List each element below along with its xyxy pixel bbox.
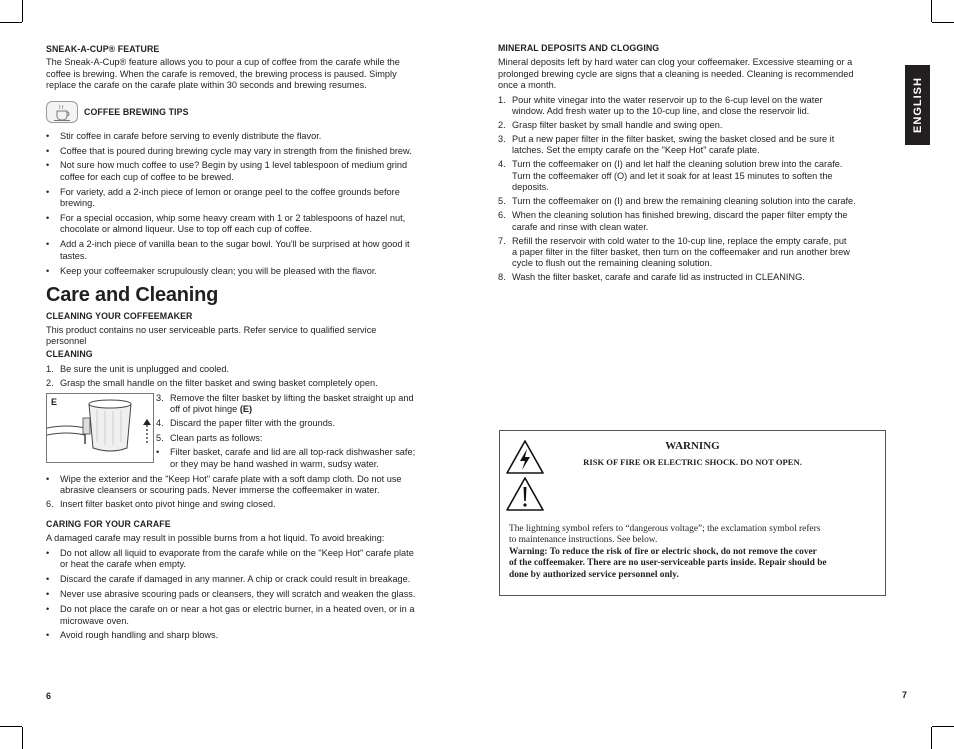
text-line: • Do not place the carafe on or near a hot gas or electric burner, in a heated oven, or in a	[60, 604, 415, 615]
text-line: The lightning symbol refers to “dangerous voltage”; the exclamation symbol refers	[509, 524, 821, 534]
cleaning-heading: CLEANING	[46, 349, 93, 360]
text-line: Grasp the small handle on the filter basket and swing basket completely open.	[60, 378, 378, 389]
text-line: Grasp filter basket by small handle and swing open.	[512, 120, 723, 131]
text-line: Warning: To reduce the risk of fire or electric shock, do not remove the cover	[509, 546, 817, 557]
list-item	[46, 239, 454, 262]
text-line: • Avoid rough handling and sharp blows.	[60, 630, 219, 641]
descaling-steps	[498, 95, 894, 284]
text-line: Remove the filter basket by lifting the basket straight up and	[170, 392, 414, 403]
figure-ref: (E)	[239, 403, 253, 414]
coffee-tips-header	[46, 107, 454, 123]
text-line: carafe and rinse with clean water.	[512, 221, 649, 232]
text-line: tastes.	[60, 250, 88, 261]
text-line: personnel	[46, 335, 87, 346]
list-item	[46, 131, 454, 142]
warning-title: WARNING	[665, 440, 720, 452]
carafe-heading: CARING FOR YOUR CARAFE	[46, 519, 171, 530]
text-line: Turn the coffeemaker on (I) and let half the cleaning solution brew into the carafe.	[512, 159, 843, 170]
list-item	[46, 630, 454, 641]
crop-mark	[22, 727, 23, 749]
step-number: 7.	[498, 235, 506, 246]
page-number-left: 6	[46, 691, 52, 701]
crop-mark	[0, 22, 22, 23]
list-item	[156, 393, 454, 416]
text-line: microwave oven.	[60, 615, 129, 626]
list-item	[46, 187, 454, 210]
cleaning-steps	[46, 364, 454, 390]
list-item	[156, 418, 454, 429]
text-line: • For variety, add a 2-inch piece of lemon or orange peel to the coffee grounds before	[60, 186, 400, 197]
text-line: Turn the coffeemaker on (I) and brew the remaining cleaning solution into the carafe.	[512, 196, 856, 207]
list-item	[156, 433, 454, 444]
list-item	[46, 146, 454, 157]
text-line: prolonged brewing cycle are signs that a cleaning is needed. Cleaning is recommended	[498, 68, 854, 79]
crop-mark	[931, 0, 932, 22]
text-line: Insert filter basket onto pivot hinge and swing closed.	[60, 498, 276, 509]
list-item	[498, 236, 894, 270]
list-item	[46, 160, 454, 183]
list-item	[156, 447, 454, 470]
crop-mark	[932, 22, 954, 23]
step-number: 2.	[498, 120, 506, 131]
text-line: • Stir coffee in carafe before serving to evenly distribute the flavor.	[60, 130, 322, 141]
text-line: Pour white vinegar into the water reservoir up to the 6-cup level on the water	[512, 94, 823, 105]
list-item	[498, 196, 894, 207]
text-line: or they may be hand washed in warm, sudsy water.	[170, 458, 379, 469]
text-span: off of pivot hinge	[170, 403, 240, 414]
text-line: abrasive cleansers or scouring pads. Never immerse the coffeemaker in water.	[60, 485, 380, 496]
list-item	[498, 210, 894, 233]
text-line: to maintenance instructions. See below.	[509, 535, 658, 546]
text-line: Clean parts as follows:	[170, 432, 263, 443]
figure-steps	[156, 393, 454, 470]
mineral-intro	[498, 57, 894, 91]
mineral-deposits-heading: MINERAL DEPOSITS AND CLOGGING	[498, 43, 660, 53]
text-line	[170, 404, 454, 415]
text-line: Turn the coffeemaker off (O) and let it soak for at least 15 minutes to soften the	[512, 170, 833, 181]
text-line: Wash the filter basket, carafe and carafe lid as instructed in CLEANING.	[512, 272, 805, 283]
text-line: This product contains no user serviceable parts. Refer service to qualified service	[46, 324, 377, 335]
text-line: coffee for each cup of coffee to be brewed.	[60, 171, 234, 182]
list-item	[498, 95, 894, 118]
cleaning-coffeemaker-text	[46, 325, 454, 348]
text-line: coffee is brewing. When the carafe is removed, the brewing process is paused. Simply	[46, 68, 397, 79]
text-line: Be sure the unit is unplugged and cooled.	[60, 363, 230, 374]
text-line: When the cleaning solution has finished brewing, discard the paper filter empty the	[512, 210, 848, 221]
cleaning-steps-continued	[156, 393, 454, 445]
list-item	[498, 159, 894, 193]
text-line: • Do not allow all liquid to evaporate from the carafe while on the "Keep Hot" carafe plate	[60, 548, 414, 558]
list-item	[46, 266, 454, 277]
list-item	[46, 499, 454, 510]
sneak-a-cup-text	[46, 57, 454, 91]
step-number: 5.	[156, 432, 164, 443]
filter-basket-figure	[46, 393, 154, 463]
step-number: 4.	[156, 418, 164, 429]
text-line: • Not sure how much coffee to use? Begin by using 1 level tablespoon of medium grind	[60, 160, 408, 171]
crop-mark	[0, 726, 22, 727]
step-number: 3.	[498, 134, 506, 145]
page-number-right: 7	[902, 690, 908, 700]
coffee-tips-list	[46, 131, 454, 277]
text-line: a paper filter in the filter basket, then turn on the coffeemaker and run another brew	[512, 247, 850, 258]
text-line: replace the carafe on the carafe plate within 30 seconds and brewing resumes.	[46, 80, 367, 91]
list-item	[498, 272, 894, 283]
text-line: brewing.	[60, 198, 95, 209]
filter-basket-icon	[47, 394, 153, 462]
list-item	[498, 134, 894, 157]
text-line: • Add a 2-inch piece of vanilla bean to the sugar bowl. You'll be surprised at how good it	[60, 239, 410, 250]
text-line: • Never use abrasive scouring pads or cleansers, they will scratch and weaken the glass.	[60, 589, 416, 600]
text-line: Discard the paper filter with the grounds.	[170, 418, 335, 429]
cleaning-step-6	[46, 499, 454, 510]
text-line: • Wipe the exterior and the "Keep Hot" carafe plate with a soft damp cloth. Do not use	[60, 473, 402, 484]
list-item	[498, 120, 894, 131]
step-number: 5.	[498, 196, 506, 207]
text-line: The Sneak-A-Cup® feature allows you to pour a cup of coffee from the carafe while the	[46, 57, 400, 68]
step-number: 4.	[498, 159, 506, 170]
step-number: 6.	[498, 210, 506, 221]
care-cleaning-title: Care and Cleaning	[46, 284, 219, 307]
list-item	[46, 378, 454, 389]
text-line: deposits.	[512, 182, 549, 193]
cleaning-coffeemaker-heading: CLEANING YOUR COFFEEMAKER	[46, 311, 193, 322]
step-number: 1.	[46, 363, 54, 374]
warning-text	[509, 524, 877, 581]
text-line: latches. Set the empty carafe on the "Keep Hot" carafe plate.	[512, 145, 760, 156]
right-page	[498, 43, 894, 284]
text-line: • Coffee that is poured during brewing cycle may vary in strength from the finished brew.	[60, 145, 412, 156]
coffee-tips-heading: COFFEE BREWING TIPS	[84, 106, 189, 117]
text-line: Mineral deposits left by hard water can clog your coffeemaker. Excessive steaming or a	[498, 57, 853, 68]
list-item	[46, 364, 454, 375]
list-item	[46, 548, 454, 571]
step-number: 8.	[498, 272, 506, 283]
sneak-a-cup-heading: SNEAK-A-CUP® FEATURE	[46, 44, 160, 54]
text-line: Put a new paper filter in the filter basket, swing the basket closed and be sure it	[512, 134, 835, 145]
list-item	[46, 213, 454, 236]
exclamation-warning-icon	[505, 476, 545, 512]
text-line: • Keep your coffeemaker scrupulously clean; you will be pleased with the flavor.	[60, 265, 377, 276]
crop-mark	[932, 726, 954, 727]
text-line: or heat the carafe when empty.	[60, 559, 186, 570]
sneak-a-cup-section	[46, 44, 454, 92]
dishwasher-note	[156, 447, 454, 470]
step-number: 1.	[498, 94, 506, 105]
left-page	[46, 44, 454, 642]
list-item	[46, 589, 454, 600]
text-line: chocolate or almond liqueur. Use to top off each cup of coffee.	[60, 224, 312, 235]
list-item	[46, 474, 454, 497]
text-line: cycle to flush out the remaining cleaning solution.	[512, 258, 713, 269]
warning-box	[499, 430, 886, 596]
language-tab-label: ENGLISH	[911, 77, 924, 133]
crop-mark	[22, 0, 23, 22]
text-line: • For a special occasion, whip some heavy cream with 1 or 2 tablespoons of hazel nut,	[60, 213, 406, 224]
text-line: of the coffeemaker. There are no user-serviceable parts inside. Repair should be	[509, 558, 827, 569]
text-line: done by authorized service personnel only.	[509, 569, 679, 580]
text-line: • Filter basket, carafe and lid are all top-rack dishwasher safe;	[170, 447, 416, 458]
text-line: window. Add fresh water up to the 10-cup line, and close the reservoir lid.	[512, 106, 810, 117]
text-line: once a month.	[498, 80, 557, 91]
figure-label: E	[51, 397, 58, 407]
step-number: 2.	[46, 378, 54, 389]
lift-arrow-icon	[142, 418, 152, 444]
carafe-intro: A damaged carafe may result in possible burns from a hot liquid. To avoid breaking:	[46, 532, 385, 543]
text-line: Refill the reservoir with cold water to the 10-cup line, replace the empty carafe, put	[512, 235, 847, 246]
language-tab	[905, 65, 930, 145]
list-item	[46, 604, 454, 627]
warning-subtitle: RISK OF FIRE OR ELECTRIC SHOCK. DO NOT OPEN.	[583, 457, 802, 467]
list-item	[46, 574, 454, 585]
coffee-cup-icon	[46, 101, 78, 123]
step-number: 3.	[156, 392, 164, 403]
carafe-list	[46, 548, 454, 642]
wipe-note	[46, 474, 454, 497]
text-line: • Discard the carafe if damaged in any manner. A chip or crack could result in breakage.	[60, 574, 411, 585]
step-number: 6.	[46, 498, 54, 509]
crop-mark	[931, 727, 932, 749]
